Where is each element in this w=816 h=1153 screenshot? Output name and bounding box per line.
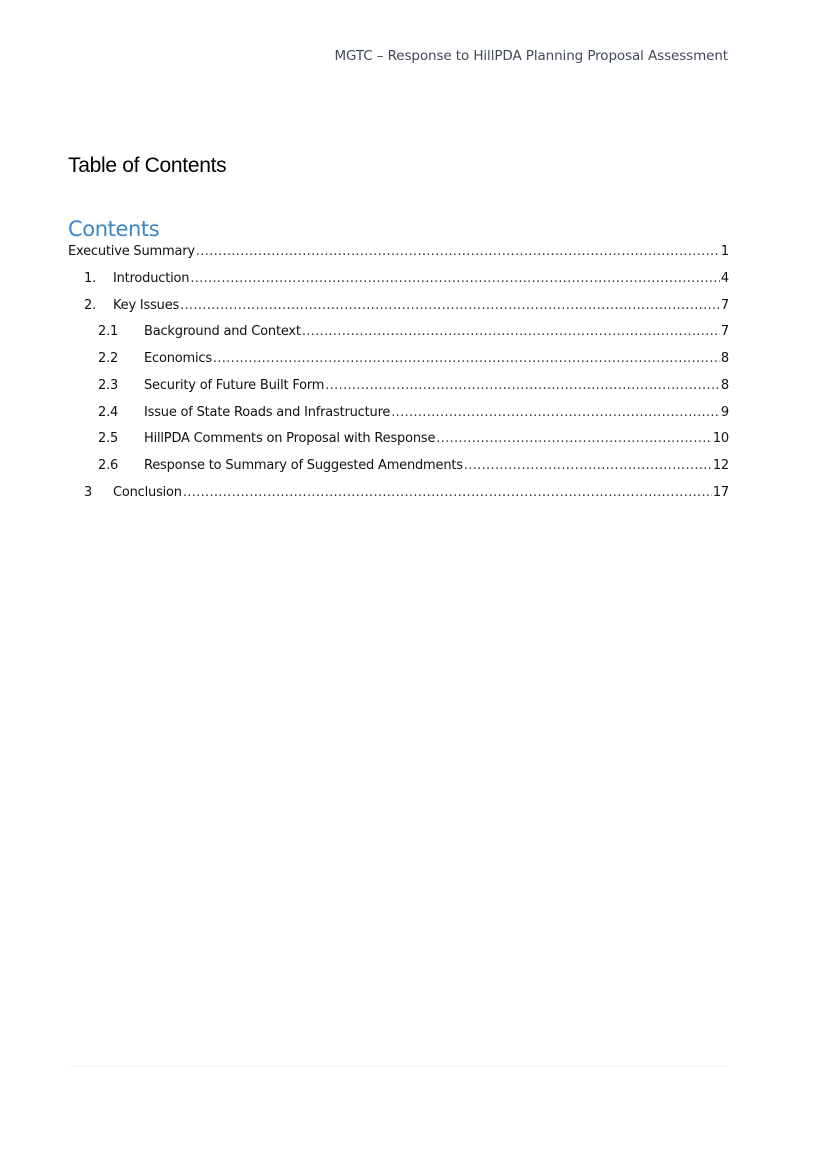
toc-entry-page: 1 — [720, 244, 729, 259]
toc-entry-number: 2.4 — [98, 404, 119, 420]
toc-entry-page: 7 — [720, 297, 729, 313]
toc-entry-number: 2.3 — [98, 377, 119, 393]
toc-entry-number: 2.6 — [98, 458, 119, 473]
toc-entry-number: 2. — [84, 297, 97, 313]
toc-entry-number: 1. — [84, 270, 97, 286]
toc-entry-label: Issue of State Roads and Infrastructure — [144, 404, 391, 420]
toc-entry-label: HillPDA Comments on Proposal with Response — [144, 431, 436, 447]
toc-entry-label: Response to Summary of Suggested Amendments — [144, 458, 463, 473]
toc-leader — [325, 378, 720, 393]
toc-entry-page: 8 — [720, 377, 729, 393]
table-of-contents — [68, 244, 729, 512]
toc-entry-number: 2.1 — [98, 324, 119, 340]
toc-entry-hillpda-comments[interactable] — [68, 431, 729, 458]
toc-entry-page: 12 — [712, 458, 729, 473]
toc-entry-page: 7 — [720, 324, 729, 340]
toc-entry-number: 2.5 — [98, 431, 119, 447]
toc-leader — [183, 485, 712, 500]
toc-entry-label: Executive Summary — [68, 244, 195, 259]
toc-entry-state-roads-and-infrastructure[interactable] — [68, 405, 729, 432]
toc-entry-label: Conclusion — [113, 484, 182, 500]
toc-heading: Contents — [68, 217, 160, 241]
toc-entry-label: Key Issues — [113, 297, 180, 313]
toc-leader — [464, 458, 712, 473]
toc-entry-page: 4 — [720, 270, 729, 286]
page-header: MGTC – Response to HillPDA Planning Proposal Assessment — [334, 48, 728, 64]
toc-leader — [213, 351, 720, 366]
toc-entry-conclusion[interactable] — [68, 485, 729, 512]
toc-entry-number: 3 — [84, 484, 93, 500]
footer-divider — [68, 1066, 729, 1067]
toc-entry-label: Introduction — [113, 270, 190, 286]
toc-leader — [196, 244, 720, 259]
toc-entry-executive-summary[interactable] — [68, 244, 729, 271]
toc-entry-security-of-future-built-form[interactable] — [68, 378, 729, 405]
toc-entry-label: Security of Future Built Form — [144, 377, 325, 393]
toc-leader — [391, 405, 720, 420]
toc-leader — [180, 298, 720, 313]
toc-entry-introduction[interactable] — [68, 271, 729, 298]
toc-entry-suggested-amendments[interactable] — [68, 458, 729, 485]
toc-entry-key-issues[interactable] — [68, 298, 729, 325]
toc-leader — [436, 431, 712, 446]
toc-entry-page: 9 — [720, 404, 729, 420]
toc-entry-label: Background and Context — [144, 324, 301, 340]
toc-entry-page: 10 — [712, 431, 729, 447]
toc-leader — [190, 271, 720, 286]
document-title: Table of Contents — [68, 154, 227, 177]
toc-entry-page: 17 — [712, 484, 729, 500]
toc-entry-economics[interactable] — [68, 351, 729, 378]
toc-entry-label: Economics — [144, 351, 212, 366]
toc-leader — [302, 324, 720, 339]
toc-entry-number: 2.2 — [98, 351, 119, 366]
toc-entry-page: 8 — [720, 351, 729, 366]
toc-entry-background-and-context[interactable] — [68, 324, 729, 351]
